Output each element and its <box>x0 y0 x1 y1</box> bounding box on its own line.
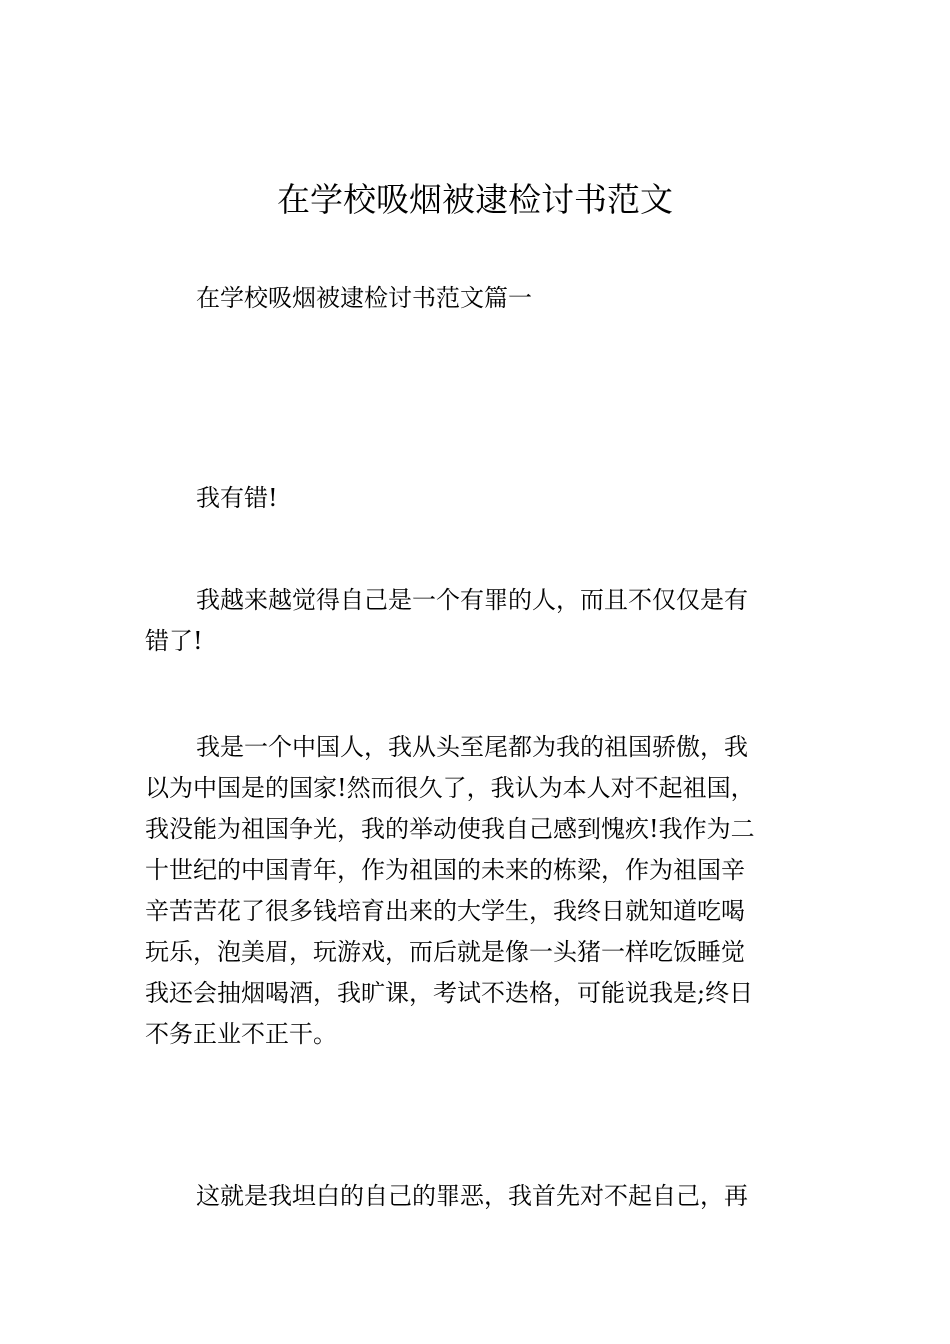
document-title: 在学校吸烟被逮检讨书范文 <box>277 180 673 219</box>
paragraph-line: 错了! <box>145 627 203 655</box>
paragraph-4 <box>145 1176 805 1217</box>
paragraph-line: 我有错! <box>196 484 278 512</box>
paragraph-line: 我没能为祖国争光，我的举动使我自己感到愧疚!我作为二 <box>145 815 755 843</box>
paragraph-line: 玩乐，泡美眉，玩游戏，而后就是像一头猪一样吃饭睡觉 <box>145 938 745 966</box>
section-heading: 在学校吸烟被逮检讨书范文篇一 <box>196 284 532 312</box>
paragraph-line: 十世纪的中国青年，作为祖国的未来的栋梁，作为祖国辛 <box>145 856 745 884</box>
paragraph-2 <box>145 580 805 662</box>
paragraph-line: 不务正业不正干。 <box>145 1020 337 1048</box>
paragraph-3 <box>145 727 805 1055</box>
paragraph-line: 我还会抽烟喝酒，我旷课，考试不迭格，可能说我是;终日 <box>145 979 754 1007</box>
paragraph-line: 我是一个中国人，我从头至尾都为我的祖国骄傲，我 <box>196 733 748 761</box>
paragraph-line: 我越来越觉得自己是一个有罪的人，而且不仅仅是有 <box>196 586 748 614</box>
paragraph-line: 以为中国是的国家!然而很久了，我认为本人对不起祖国， <box>145 774 755 802</box>
paragraph-line: 辛苦苦花了很多钱培育出来的大学生，我终日就知道吃喝 <box>145 897 745 925</box>
paragraph-line: 这就是我坦白的自己的罪恶，我首先对不起自己，再 <box>196 1182 748 1210</box>
paragraph-1 <box>145 478 805 519</box>
